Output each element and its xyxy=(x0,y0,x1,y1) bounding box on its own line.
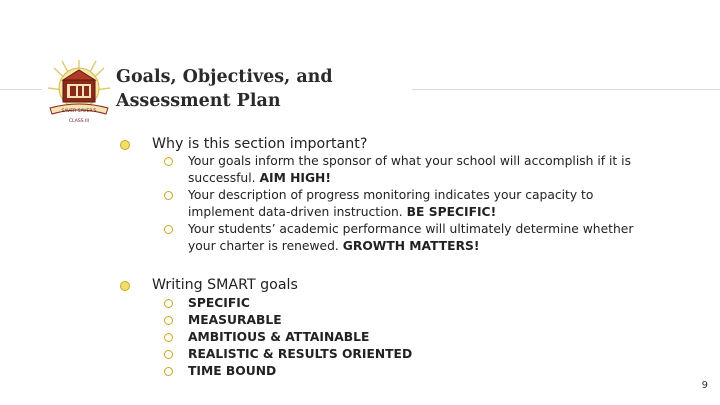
list-item: AMBITIOUS & ATTAINABLE xyxy=(188,329,369,346)
header-rule-left xyxy=(0,89,42,90)
list-item: SPECIFIC xyxy=(188,295,250,312)
header-rule-right xyxy=(412,89,720,90)
list-item: Your goals inform the sponsor of what your school will accomplish if it is successful. AIM HIGH! xyxy=(188,153,631,187)
list-item: REALISTIC & RESULTS ORIENTED xyxy=(188,346,412,363)
ring-bullet-icon xyxy=(164,333,173,342)
section-bullet-icon xyxy=(120,281,130,291)
ring-bullet-icon xyxy=(164,316,173,325)
page-number: 9 xyxy=(701,380,708,391)
slide-title xyxy=(116,65,333,113)
ring-bullet-icon xyxy=(164,350,173,359)
section-label: Writing SMART goals xyxy=(152,277,298,293)
slide-title-line-1: Goals, Objectives, and xyxy=(116,67,333,87)
ring-bullet-icon xyxy=(164,367,173,376)
slide-title-line-2: Assessment Plan xyxy=(116,91,281,111)
list-item: Your description of progress monitoring indicates your capacity to implement data-driven instruction. BE SPECIFIC! xyxy=(188,187,593,221)
logo-caption-2: CLASS III xyxy=(69,119,89,124)
school-crest-logo xyxy=(46,58,112,126)
list-item: TIME BOUND xyxy=(188,363,276,380)
ring-bullet-icon xyxy=(164,225,173,234)
section-bullet-icon xyxy=(120,140,130,150)
ring-bullet-icon xyxy=(164,191,173,200)
logo-caption: SAVER SAVER'S xyxy=(61,109,97,114)
list-item: Your students’ academic performance will ultimately determine whether your charter is renewed. GROWTH MATTERS! xyxy=(188,221,633,255)
ring-bullet-icon xyxy=(164,157,173,166)
section-label: Why is this section important? xyxy=(152,136,368,152)
list-item: MEASURABLE xyxy=(188,312,282,329)
ring-bullet-icon xyxy=(164,299,173,308)
